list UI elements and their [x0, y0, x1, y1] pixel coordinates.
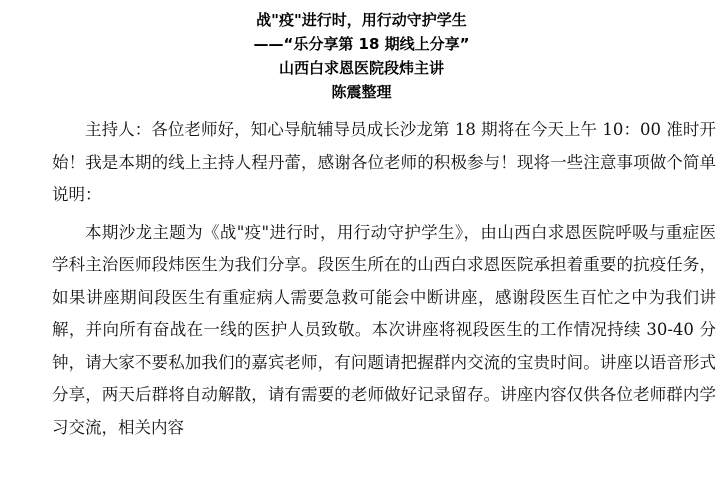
paragraph-salon-topic: 本期沙龙主题为《战"疫"进行时，用行动守护学生》，由山西白求恩医院呼吸与重症医学科主治医师段炜医生为我们分享。段医生所在的山西白求恩医院承担着重要的抗疫任务，如果讲座期间段医生有重症病人需要急救可能会中断讲座，感谢段医生百忙之中为我们讲解，并向所有奋战在一线的医护人员致敬。本次讲座将视段医生的工作情况持续 30-40 分钟，请大家不要私加我们的嘉宾老师，有问题请把握群内交流的宝贵时间。讲座以语音形式分享，两天后群将自动解散，请有需要的老师做好记录留存。讲座内容仅供各位老师群内学习交流，相关内容	[52, 222, 716, 437]
document-title-block	[0, 8, 723, 104]
editor-line: 陈震整理	[331, 83, 392, 101]
document-subtitle: ——“乐分享第 18 期线上分享”	[253, 35, 470, 53]
paragraph-host-intro: 主持人：各位老师好，知心导航辅导员成长沙龙第 18 期将在今天上午 10：00 准时开始！我是本期的线上主持人程丹蕾，感谢各位老师的积极参与！现将一些注意事项做个简单说明：	[52, 120, 716, 204]
document-title: 战"疫"进行时，用行动守护学生	[256, 11, 467, 29]
document-body	[52, 114, 716, 444]
speaker-line: 山西白求恩医院段炜主讲	[278, 59, 444, 77]
